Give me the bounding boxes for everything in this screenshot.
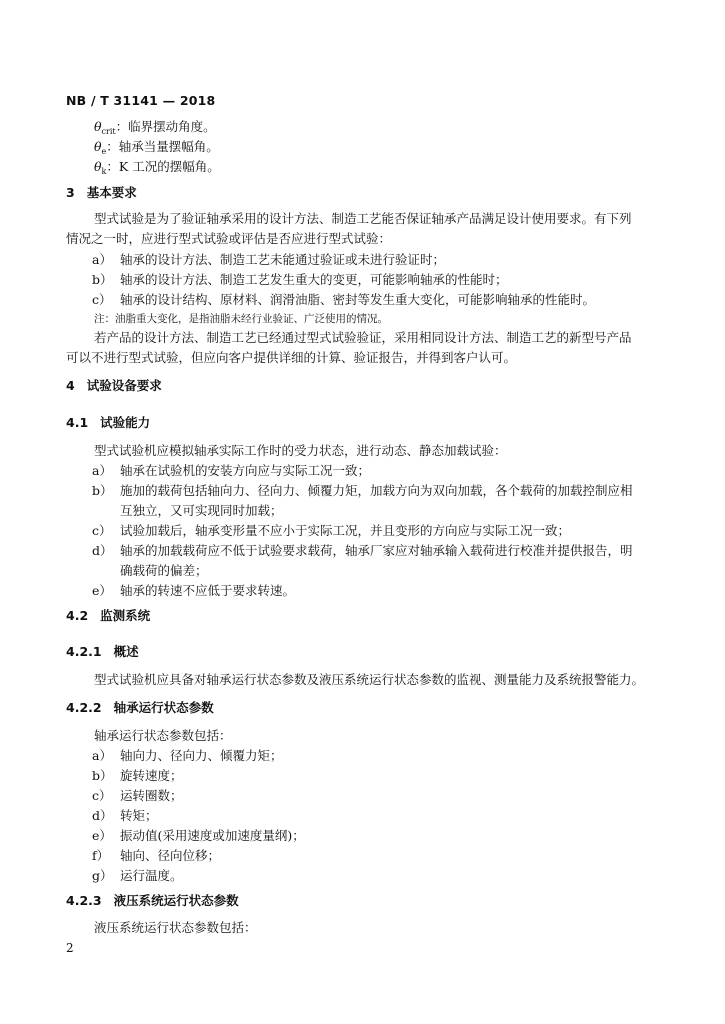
list-item: d） 轴承的加载载荷应不低于试验要求载荷，轴承厂家应对轴承输入载荷进行校准并提供报告，明 (92, 543, 633, 558)
standard-number-header: NB / T 31141 — 2018 (66, 93, 216, 108)
symbol-definition: $\theta_e$：轴承当量摆幅角。 (94, 139, 219, 156)
list-item: b） 旋转速度； (92, 768, 183, 783)
section-4-heading: 4 试验设备要求 (66, 378, 162, 393)
list-item: c） 运转圈数； (92, 788, 183, 803)
list-item: a） 轴承在试验机的安装方向应与实际工况一致； (92, 463, 371, 478)
list-item: g） 运行温度。 (92, 868, 183, 883)
list-item: b） 施加的载荷包括轴向力、径向力、倾覆力矩，加载方向为双向加载，各个载荷的加载控制应相 (92, 483, 633, 498)
list-item: c） 试验加载后，轴承变形量不应小于实际工况，并且变形的方向应与实际工况一致； (92, 523, 571, 538)
paragraph-line: 型式试验机应模拟轴承实际工作时的受力状态，进行动态、静态加载试验： (94, 443, 507, 458)
symbol-definition: $\theta_k$：K 工况的摆幅角。 (94, 159, 220, 176)
paragraph-line: 可以不进行型式试验，但应向客户提供详细的计算、验证报告，并得到客户认可。 (66, 350, 517, 365)
section-4-2-1-heading: 4.2.1 概述 (66, 644, 139, 659)
list-item: c） 轴承的设计结构、原材料、润滑油脂、密封等发生重大变化，可能影响轴承的性能时。 (92, 292, 596, 307)
list-item: a） 轴承的设计方法、制造工艺未能通过验证或未进行验证时； (92, 252, 446, 267)
list-item: b） 轴承的设计方法、制造工艺发生重大的变更，可能影响轴承的性能时； (92, 272, 508, 287)
section-4-2-heading: 4.2 监测系统 (66, 608, 151, 623)
paragraph-line: 情况之一时，应进行型式试验或评估是否应进行型式试验： (66, 231, 392, 246)
section-4-1-heading: 4.1 试验能力 (66, 415, 151, 430)
section-3-heading: 3 基本要求 (66, 185, 137, 200)
list-item: a） 轴向力、径向力、倾覆力矩； (92, 748, 283, 763)
section-4-2-2-heading: 4.2.2 轴承运行状态参数 (66, 700, 214, 715)
list-item: f） 轴向、径向位移； (92, 848, 221, 863)
symbol-definition: $\theta_{crit}$：临界摆动角度。 (94, 119, 216, 136)
page-number: 2 (66, 941, 74, 955)
list-item: e） 振动值(采用速度或加速度量纲)； (92, 828, 305, 843)
paragraph-line: 若产品的设计方法、制造工艺已经通过型式试验验证，采用相同设计方法、制造工艺的新型号产品 (94, 330, 632, 345)
paragraph-line: 型式试验是为了验证轴承采用的设计方法、制造工艺能否保证轴承产品满足设计使用要求。有下列 (94, 211, 632, 226)
list-item-continuation: 互独立，又可实现同时加载； (120, 503, 283, 518)
note: 注：油脂重大变化，是指油脂未经行业验证、广泛使用的情况。 (94, 313, 388, 325)
list-item: e） 轴承的转速不应低于要求转速。 (92, 583, 296, 598)
list-item: d） 转矩； (92, 808, 158, 823)
paragraph-line: 轴承运行状态参数包括： (94, 728, 232, 743)
paragraph-line: 型式试验机应具备对轴承运行状态参数及液压系统运行状态参数的监视、测量能力及系统报警能力。 (94, 672, 645, 687)
paragraph-line: 液压系统运行状态参数包括： (94, 920, 257, 935)
list-item-continuation: 确载荷的偏差； (120, 563, 208, 578)
section-4-2-3-heading: 4.2.3 液压系统运行状态参数 (66, 893, 239, 908)
